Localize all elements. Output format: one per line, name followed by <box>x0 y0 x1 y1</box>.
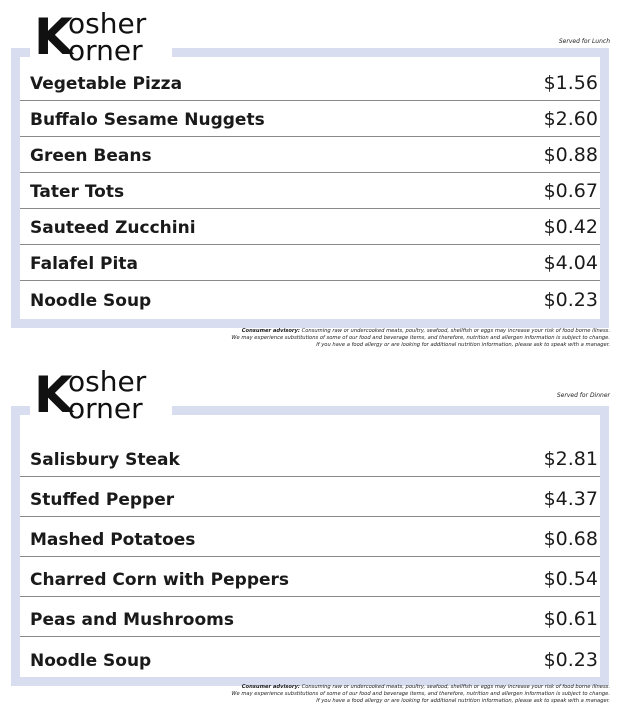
menu-item-row <box>20 101 600 137</box>
served-label: Served for Lunch <box>558 38 610 45</box>
advisory-line-1: Consuming raw or undercooked meats, poultry, seafood, shellfish or eggs may increase your risk of food borne illness. <box>301 328 610 334</box>
menu-item-name: Salisbury Steak <box>30 450 180 470</box>
logo-k: K <box>34 366 71 424</box>
advisory-label: Consumer advisory: <box>241 684 300 690</box>
menu-item-price: $0.23 <box>543 289 598 311</box>
logo-k: K <box>34 8 71 66</box>
menu-item-name: Falafel Pita <box>30 254 138 274</box>
menu-item-name: Green Beans <box>30 146 152 166</box>
advisory-line-2: We may experience substitutions of some of our food and beverage items, and therefore, nutrition and allergen information is subject to change. <box>231 691 610 697</box>
menu-item-price: $0.61 <box>543 608 598 630</box>
menu-item-row <box>20 437 600 477</box>
menu-item-name: Vegetable Pizza <box>30 74 183 94</box>
menu-item-row <box>20 173 600 209</box>
menu-frame <box>11 48 609 328</box>
advisory-line-1: Consuming raw or undercooked meats, poultry, seafood, shellfish or eggs may increase your risk of food borne illness. <box>301 684 610 690</box>
menu-item-row <box>20 557 600 597</box>
advisory-line-2: We may experience substitutions of some of our food and beverage items, and therefore, nutrition and allergen information is subject to change. <box>231 335 610 341</box>
menu-item-row <box>20 517 600 557</box>
advisory-label: Consumer advisory: <box>241 328 300 334</box>
menu-item-price: $0.23 <box>543 649 598 671</box>
kosher-korner-logo <box>30 7 172 68</box>
menu-item-name: Stuffed Pepper <box>30 490 175 510</box>
menu-item-row <box>20 477 600 517</box>
menu-item-row <box>20 597 600 637</box>
menu-item-row <box>20 281 600 317</box>
advisory-line-3: If you have a food allergy or are looking for additional nutrition information, please ask to speak with a manager. <box>316 342 610 348</box>
menu-item-row <box>20 65 600 101</box>
served-label: Served for Dinner <box>556 392 610 399</box>
menu-item-name: Noodle Soup <box>30 651 152 671</box>
menu-item-name: Mashed Potatoes <box>30 530 196 550</box>
lunch-menu-panel <box>0 0 630 360</box>
menu-item-name: Charred Corn with Peppers <box>30 570 290 590</box>
logo-line-1: osher <box>68 7 147 40</box>
menu-item-name: Sauteed Zucchini <box>30 218 196 238</box>
menu-item-price: $0.67 <box>543 180 598 202</box>
menu-item-price: $0.54 <box>543 568 598 590</box>
menu-item-price: $1.56 <box>543 72 598 94</box>
menu-item-row <box>20 209 600 245</box>
menu-item-row <box>20 245 600 281</box>
dinner-menu-panel <box>0 362 630 723</box>
menu-item-row <box>20 637 600 677</box>
menu-item-price: $2.81 <box>543 448 598 470</box>
menu-list <box>20 57 600 319</box>
advisory-line-3: If you have a food allergy or are looking for additional nutrition information, please ask to speak with a manager. <box>316 698 610 704</box>
menu-item-price: $0.68 <box>543 528 598 550</box>
menu-item-price: $4.37 <box>543 488 598 510</box>
menu-item-price: $4.04 <box>543 252 598 274</box>
menu-item-price: $0.88 <box>543 144 598 166</box>
consumer-advisory <box>190 328 610 349</box>
menu-item-row <box>20 137 600 173</box>
menu-item-price: $0.42 <box>543 216 598 238</box>
menu-item-name: Buffalo Sesame Nuggets <box>30 110 265 130</box>
logo-line-2: orner <box>68 34 143 67</box>
menu-item-name: Peas and Mushrooms <box>30 610 234 630</box>
logo-line-2: orner <box>68 392 143 425</box>
logo-line-1: osher <box>68 365 147 398</box>
menu-list <box>20 415 600 677</box>
menu-frame <box>11 406 609 686</box>
kosher-korner-logo <box>30 365 172 426</box>
menu-item-price: $2.60 <box>543 108 598 130</box>
menu-item-name: Tater Tots <box>30 182 125 202</box>
menu-item-name: Noodle Soup <box>30 291 152 311</box>
consumer-advisory <box>190 684 610 705</box>
